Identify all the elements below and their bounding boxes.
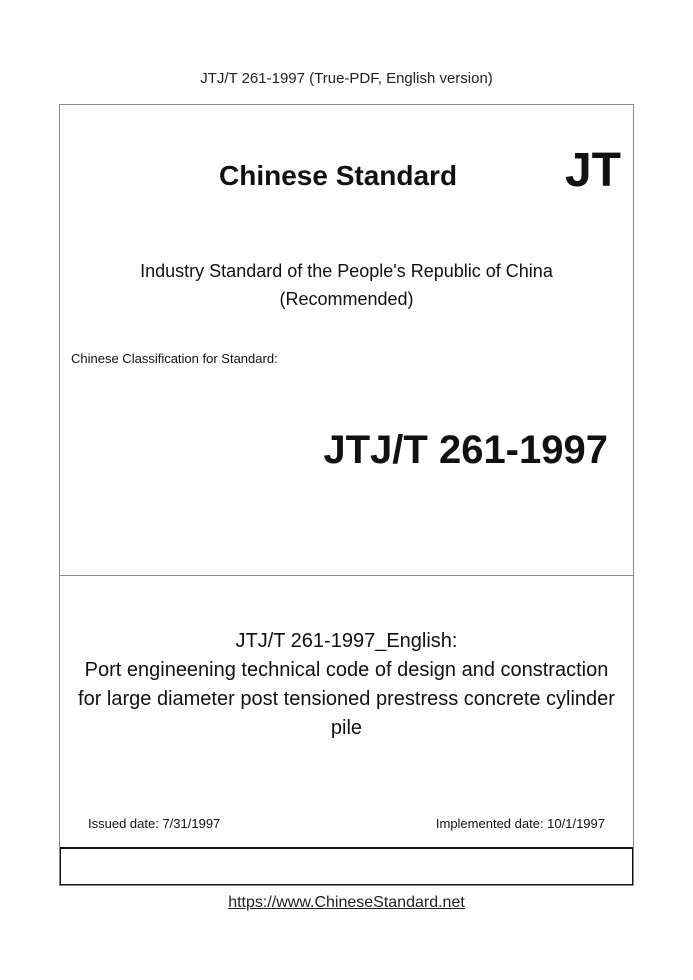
standard-number: JTJ/T 261-1997: [323, 428, 608, 472]
cover-bottom-box: [60, 848, 633, 885]
standard-title-block: [60, 627, 633, 743]
title-line-4: pile: [330, 717, 363, 739]
implemented-date: Implemented date: 10/1/1997: [435, 816, 605, 831]
cover-title-section: [60, 576, 633, 848]
issued-date: Issued date: 7/31/1997: [88, 816, 221, 831]
title-line-2: Port engineening technical code of design and constraction: [84, 659, 609, 681]
classification-label: Chinese Classification for Standard:: [71, 351, 278, 366]
industry-standard-line: Industry Standard of the People's Republic of China: [140, 261, 553, 281]
page-header-title: JTJ/T 261-1997 (True-PDF, English version): [200, 70, 493, 87]
cover-top-section: [60, 105, 633, 576]
cover-frame: [59, 104, 634, 886]
recommended-label: (Recommended): [279, 289, 414, 309]
footer-website-link[interactable]: https://www.ChineseStandard.net: [228, 894, 465, 911]
chinese-standard-heading: Chinese Standard: [219, 160, 458, 191]
jt-category-mark: JT: [564, 144, 621, 197]
title-line-1: JTJ/T 261-1997_English:: [235, 630, 458, 652]
title-line-3: for large diameter post tensioned prestress concrete cylinder: [78, 688, 615, 710]
